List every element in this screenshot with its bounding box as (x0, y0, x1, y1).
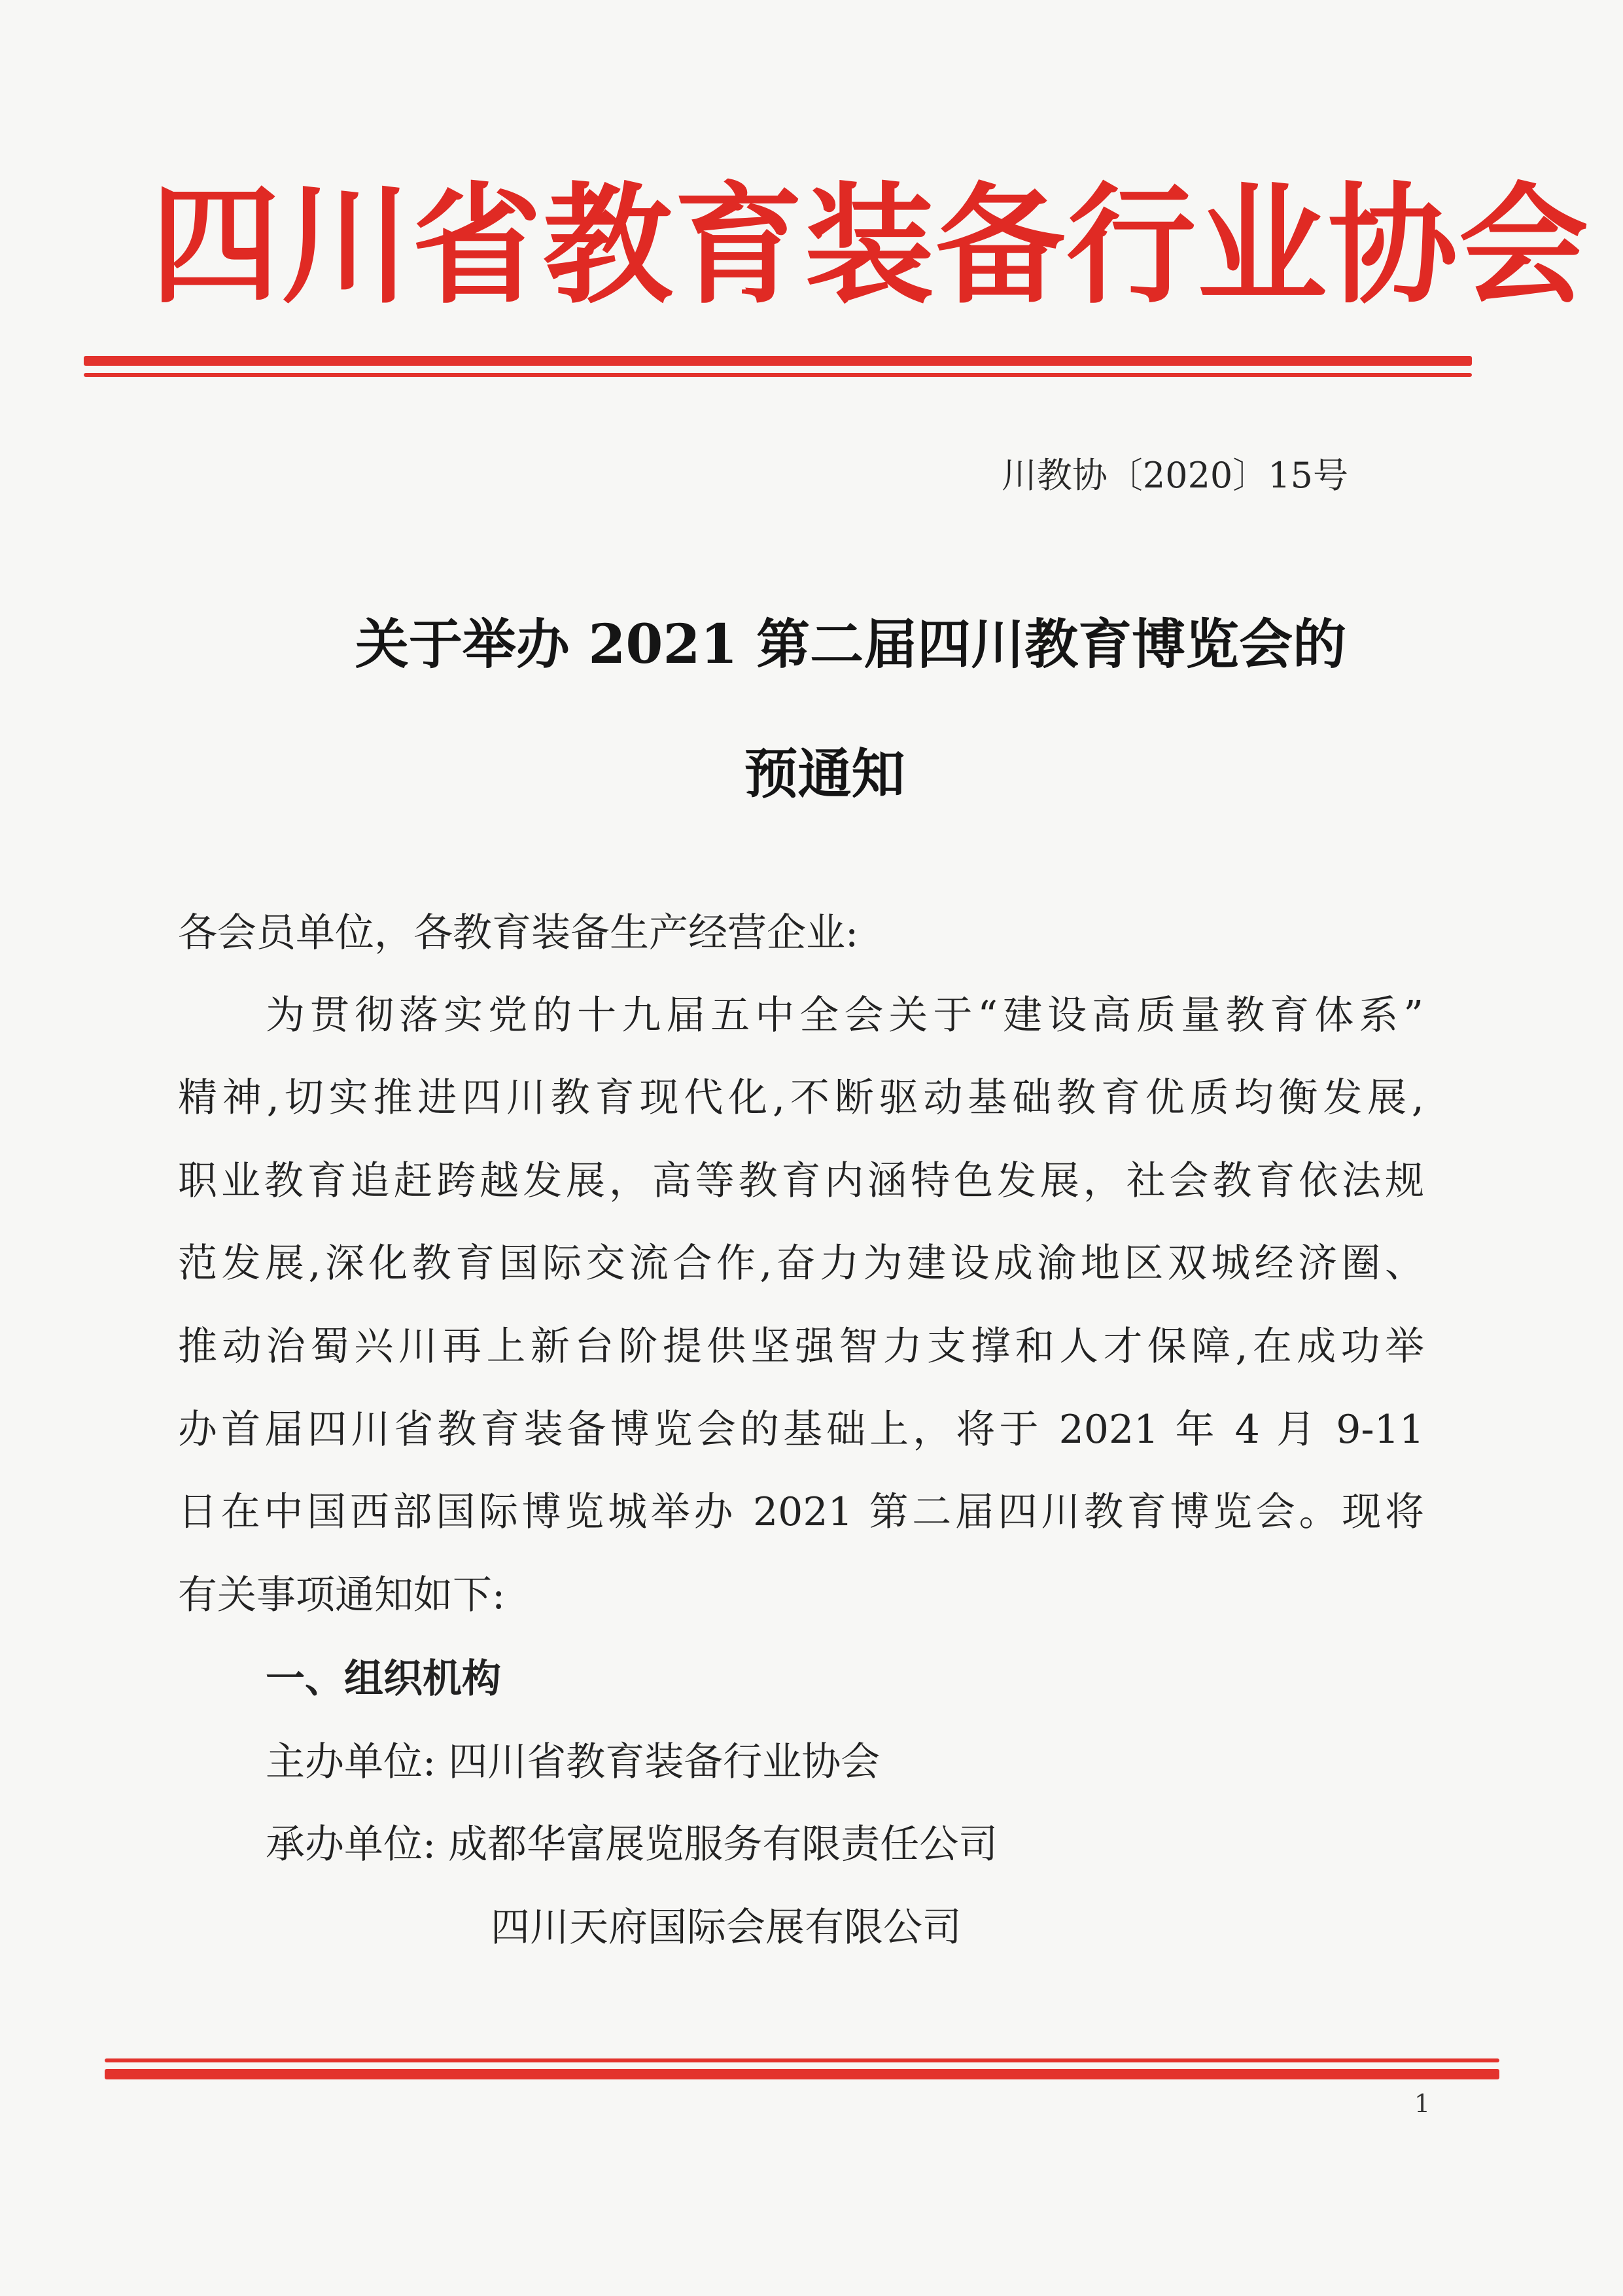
document-title-line-2: 预通知 (744, 743, 905, 805)
body-line: 为贯彻落实党的十九届五中全会关于“建设高质量教育体系” (266, 993, 1423, 1038)
letterhead-red-rule-thin (84, 373, 1472, 377)
letterhead-red-rule-thick (84, 356, 1472, 366)
document-title-line-1: 关于举办 2021 第二届四川教育博览会的 (355, 613, 1347, 676)
body-line: 范发展,深化教育国际交流合作,奋力为建设成渝地区双城经济圈、 (178, 1241, 1424, 1286)
body-line: 日在中国西部国际博览城举办 2021 第二届四川教育博览会。现将 (178, 1489, 1424, 1535)
page-number: 1 (1414, 2089, 1431, 2118)
body-line: 推动治蜀兴川再上新台阶提供坚强智力支撑和人才保障,在成功举 (178, 1324, 1424, 1369)
organizer-line: 主办单位: 四川省教育装备行业协会 (266, 1739, 881, 1785)
undertaker-line: 承办单位: 成都华富展览服务有限责任公司 (266, 1822, 998, 1867)
body-line: 职业教育追赶跨越发展，高等教育内涵特色发展，社会教育依法规 (178, 1158, 1424, 1204)
body-line: 有关事项通知如下: (178, 1572, 506, 1618)
letterhead-org-name: 四川省教育装备行业协会 (150, 169, 1590, 321)
document-number: 川教协〔2020〕15号 (1001, 455, 1348, 496)
section-heading: 一、组织机构 (266, 1656, 501, 1702)
footer-red-rule-thick (105, 2069, 1499, 2079)
undertaker-line-2: 四川天府国际会展有限公司 (491, 1905, 962, 1951)
body-line: 办首届四川省教育装备博览会的基础上，将于 2021 年 4 月 9-11 (178, 1407, 1424, 1453)
footer-red-rule-thin (105, 2058, 1499, 2062)
salutation: 各会员单位，各教育装备生产经营企业: (178, 910, 859, 956)
body-line: 精神,切实推进四川教育现代化,不断驱动基础教育优质均衡发展, (178, 1075, 1424, 1121)
